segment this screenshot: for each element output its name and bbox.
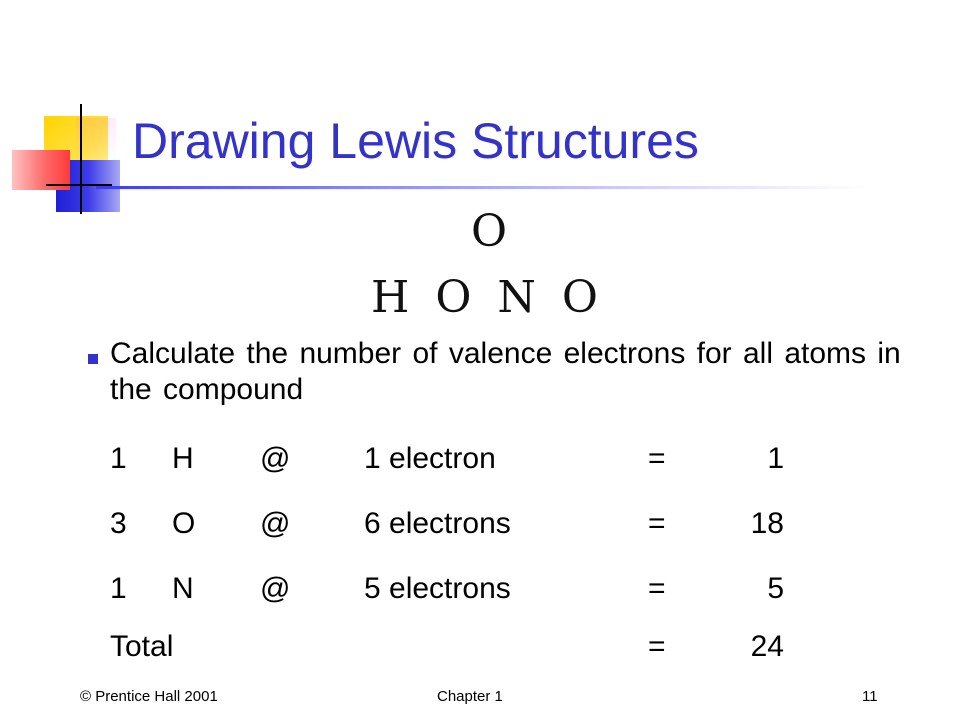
row-atom: N: [172, 572, 194, 605]
row-count: 3: [110, 507, 127, 540]
decorative-pink-square: [76, 118, 116, 162]
row-at: @: [260, 572, 291, 605]
row-value: 1: [767, 442, 784, 475]
total-eq: =: [648, 630, 666, 663]
row-eq: =: [648, 572, 666, 605]
row-eq: =: [648, 442, 666, 475]
row-desc: 6 electrons: [364, 507, 511, 540]
row-at: @: [260, 507, 291, 540]
total-value: 24: [750, 630, 784, 663]
bullet-text: Calculate the number of valence electrons for all atoms in the compound: [110, 337, 901, 406]
slide-title: Drawing Lewis Structures: [132, 113, 699, 169]
molecule-skeleton-row: H O N O: [371, 272, 604, 323]
row-at: @: [260, 442, 291, 475]
row-value: 5: [767, 572, 784, 605]
row-count: 1: [110, 572, 127, 605]
row-desc: 5 electrons: [364, 572, 511, 605]
row-atom: H: [172, 442, 194, 475]
row-count: 1: [110, 442, 127, 475]
title-underline: [96, 186, 866, 189]
row-value: 18: [750, 507, 784, 540]
footer-page-number: 11: [862, 688, 878, 705]
row-atom: O: [172, 507, 196, 540]
molecule-top-atom: O: [471, 206, 510, 257]
row-desc: 1 electron: [364, 442, 496, 475]
decorative-vertical-line: [80, 104, 82, 214]
footer-copyright: © Prentice Hall 2001: [80, 688, 218, 705]
row-eq: =: [648, 507, 666, 540]
bullet-square-icon: [88, 354, 98, 364]
total-label: Total: [110, 630, 174, 663]
footer-chapter: Chapter 1: [437, 688, 503, 705]
